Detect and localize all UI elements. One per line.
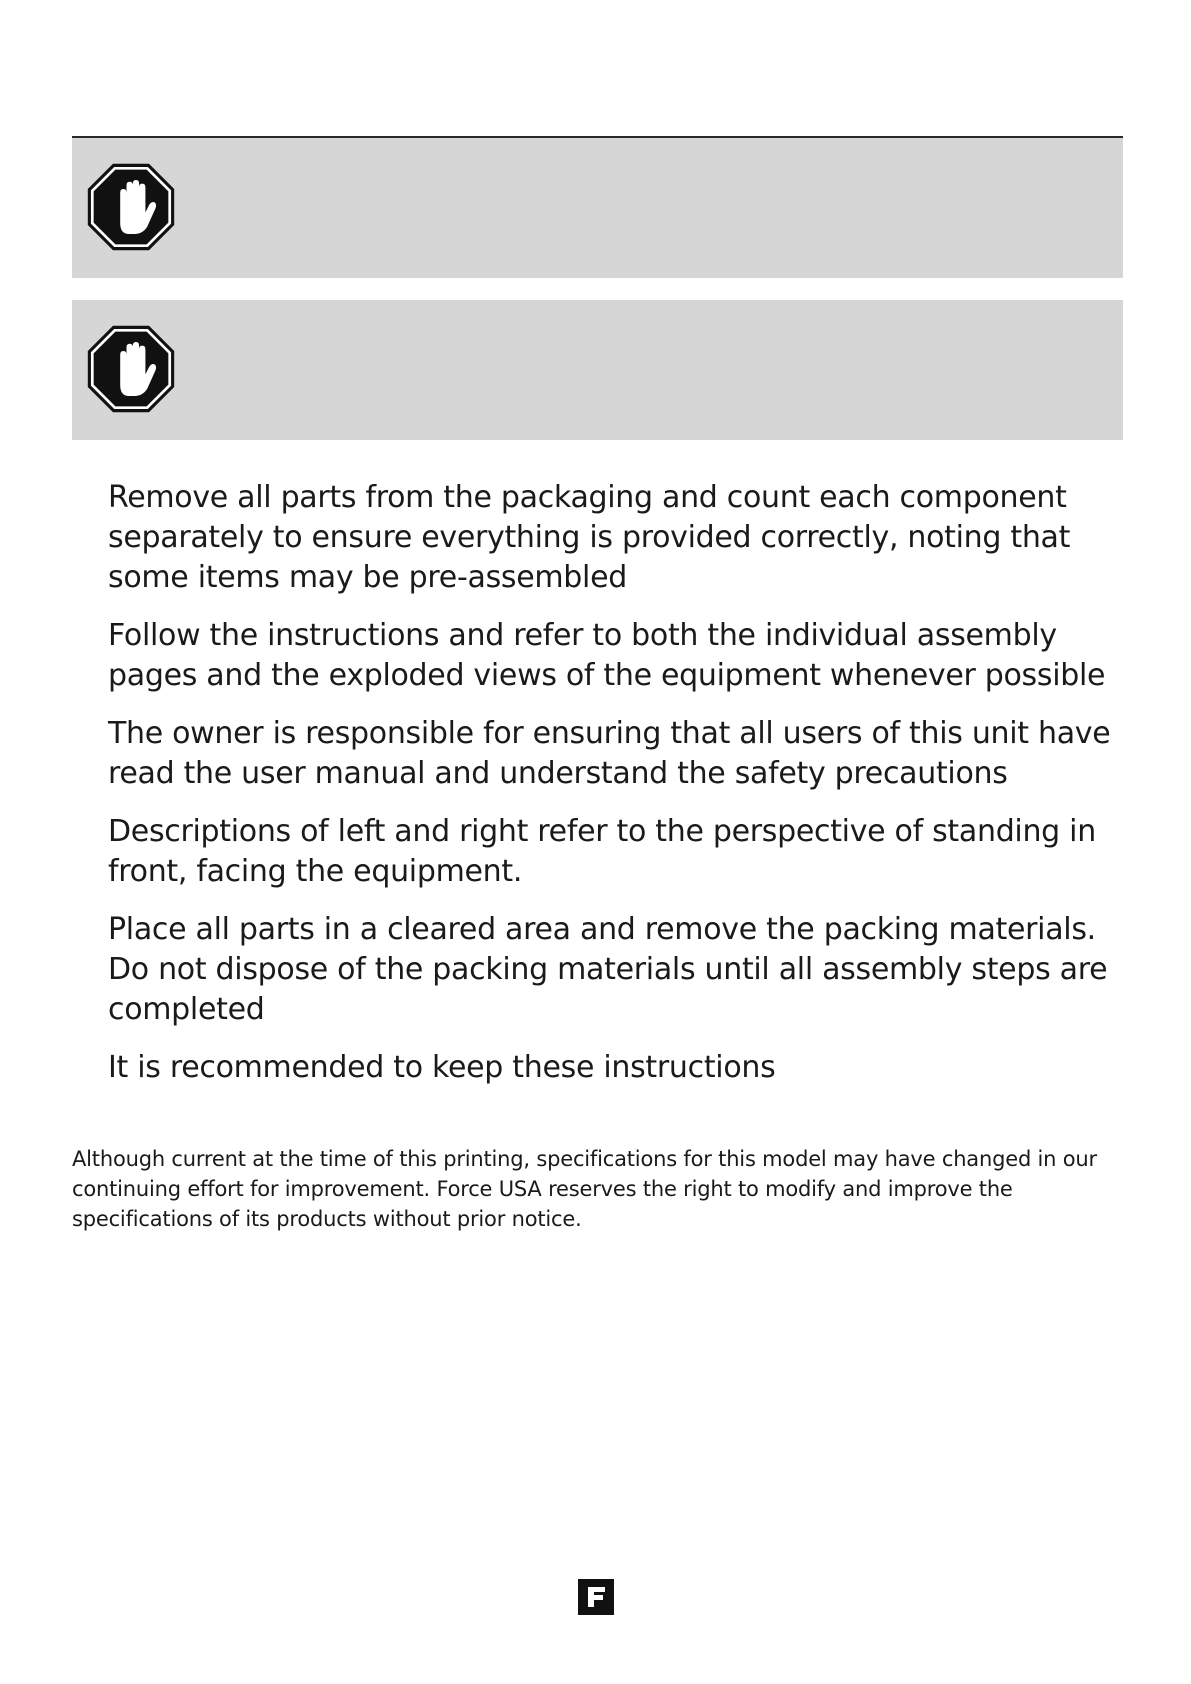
instruction-item: Place all parts in a cleared area and remove the packing materials. Do not dispose of the packing materials until all assembly steps are completed [108, 912, 1108, 1027]
instruction-item: It is recommended to keep these instructions [108, 1050, 776, 1085]
stop-hand-icon [86, 162, 176, 252]
force-usa-logo-icon [578, 1579, 614, 1615]
instruction-item: Follow the instructions and refer to both the individual assembly pages and the exploded views of the equipment whenever possible [108, 618, 1106, 693]
stop-hand-icon [86, 324, 176, 414]
assembly-instructions-list [108, 478, 1128, 1106]
instruction-item: Remove all parts from the packaging and count each component separately to ensure everything is provided correctly, noting that some items may be pre-assembled [108, 480, 1071, 595]
warning-box-2 [72, 300, 1123, 440]
specifications-disclaimer: Although current at the time of this printing, specifications for this model may have changed in our continuing effort for improvement. Force USA reserves the right to modify and improve the specifications of its products without prior notice. [72, 1147, 1097, 1231]
warning-box-1 [72, 138, 1123, 278]
instruction-item: The owner is responsible for ensuring that all users of this unit have read the user manual and understand the safety precautions [108, 716, 1111, 791]
instruction-item: Descriptions of left and right refer to the perspective of standing in front, facing the equipment. [108, 814, 1096, 889]
